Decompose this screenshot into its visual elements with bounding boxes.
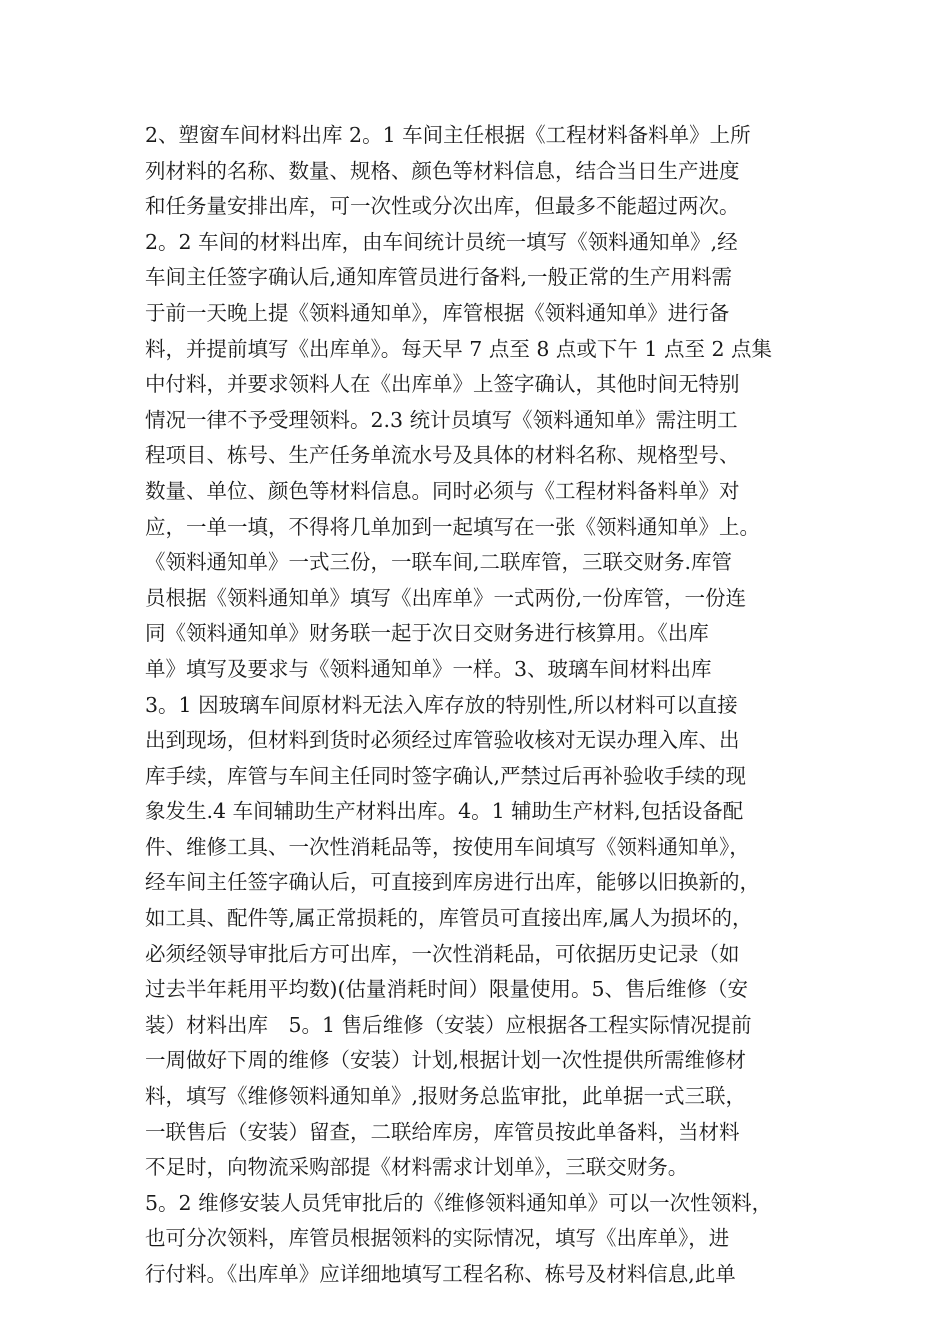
text-line: 《领料通知单》一式三份，一联车间,二联库管，三联交财务.库管 — [145, 550, 733, 575]
text-line: 同《领料通知单》财务联一起于次日交财务进行核算用。《出库 — [145, 621, 709, 646]
text-line: 库手续，库管与车间主任同时签字确认,严禁过后再补验收手续的现 — [145, 763, 747, 788]
text-line: 也可分次领料，库管员根据领料的实际情况，填写《出库单》，进 — [145, 1226, 730, 1251]
text-line: 必须经领导审批后方可出库，一次性消耗品，可依据历史记录（如 — [145, 941, 740, 966]
text-line: 应，一单一填，不得将几单加到一起填写在一张《领料通知单》上。 — [145, 514, 760, 539]
text-line: 列材料的名称、数量、规格、颜色等材料信息，结合当日生产进度 — [145, 158, 740, 183]
text-line: 象发生.4 车间辅助生产材料出库。4。1 辅助生产材料,包括设备配 — [145, 799, 744, 824]
text-line: 经车间主任签字确认后，可直接到库房进行出库，能够以旧换新的， — [145, 870, 760, 895]
text-line: 中付料，并要求领料人在《出库单》上签字确认，其他时间无特别 — [145, 372, 740, 397]
text-line: 一联售后（安装）留查，二联给库房，库管员按此单备料，当材料 — [145, 1119, 740, 1144]
text-line: 出到现场，但材料到货时必须经过库管验收核对无误办理入库、出 — [145, 728, 740, 753]
text-line: 过去半年耗用平均数)(估量消耗时间）限量使用。5、售后维修（安 — [145, 977, 749, 1002]
text-line: 料，填写《维修领料通知单》,报财务总监审批，此单据一式三联， — [145, 1084, 747, 1109]
text-line: 行付料。《出库单》应详细地填写工程名称、栋号及材料信息,此单 — [145, 1262, 736, 1286]
text-line: 于前一天晚上提《领料通知单》，库管根据《领料通知单》进行备 — [145, 300, 730, 325]
text-line: 件、维修工具、一次性消耗品等，按使用车间填写《领料通知单》， — [145, 834, 750, 859]
text-line: 2。2 车间的材料出库，由车间统计员统一填写《领料通知单》,经 — [145, 229, 738, 254]
text-line: 料，并提前填写《出库单》。每天早 7 点至 8 点或下午 1 点至 2 点集 — [145, 336, 773, 361]
text-line: 车间主任签字确认后,通知库管员进行备料,一般正常的生产用料需 — [145, 265, 733, 290]
text-line: 单》填写及要求与《领料通知单》一样。3、玻璃车间材料出库 — [145, 656, 712, 681]
document-body — [145, 118, 815, 1293]
text-line: 2、塑窗车间材料出库 2。1 车间主任根据《工程材料备料单》上所 — [145, 123, 751, 147]
text-line: 员根据《领料通知单》填写《出库单》一式两份,一份库管，一份连 — [145, 585, 747, 610]
text-line: 3。1 因玻璃车间原材料无法入库存放的特别性,所以材料可以直接 — [145, 692, 738, 717]
text-line: 5。2 维修安装人员凭审批后的《维修领料通知单》可以一次性领料， — [145, 1190, 773, 1215]
text-line: 和任务量安排出库，可一次性或分次出库，但最多不能超过两次。 — [145, 194, 740, 219]
text-line: 一周做好下周的维修（安装）计划,根据计划一次性提供所需维修材 — [145, 1048, 747, 1073]
text-line: 装）材料出库 5。1 售后维修（安装）应根据各工程实际情况提前 — [145, 1012, 752, 1037]
text-line: 数量、单位、颜色等材料信息。同时必须与《工程材料备料单》对 — [145, 478, 740, 503]
text-line: 情况一律不予受理领料。2.3 统计员填写《领料通知单》需注明工 — [145, 407, 738, 432]
text-line: 如工具、配件等,属正常损耗的，库管员可直接出库,属人为损坏的， — [145, 906, 753, 931]
text-line: 程项目、栋号、生产任务单流水号及具体的材料名称、规格型号、 — [145, 443, 740, 468]
text-line: 不足时，向物流采购部提《材料需求计划单》，三联交财务。 — [145, 1155, 689, 1180]
